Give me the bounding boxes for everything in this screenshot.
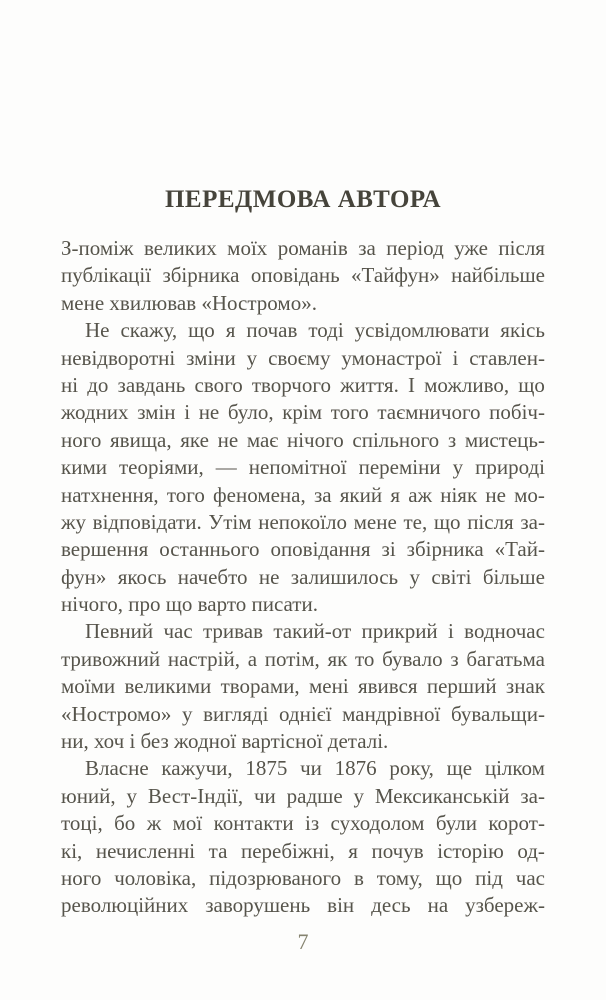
- word: вигляді: [203, 701, 269, 726]
- word: збірника: [406, 537, 484, 562]
- word: ні: [61, 372, 79, 397]
- word: кими: [61, 455, 107, 480]
- word: що: [435, 865, 463, 890]
- word: оповідання: [270, 537, 371, 562]
- word: «Тай-: [494, 537, 545, 562]
- word: свого: [194, 372, 243, 397]
- word: і: [184, 400, 191, 425]
- word: мандрівної: [342, 701, 441, 726]
- word: не: [198, 400, 220, 425]
- word: явився: [357, 674, 418, 699]
- word: якось: [117, 564, 167, 589]
- word: час: [163, 619, 193, 644]
- word: завдань: [117, 372, 186, 397]
- word: збірника: [162, 263, 240, 288]
- word: який: [339, 482, 383, 507]
- word: у: [409, 564, 420, 589]
- word: не: [217, 427, 239, 452]
- word: почав: [246, 318, 298, 343]
- word: період: [386, 236, 444, 260]
- word: почув: [371, 838, 424, 863]
- word: багатьма: [466, 646, 545, 671]
- word: ставлен-: [469, 345, 545, 370]
- word: узбереж-: [465, 893, 545, 918]
- text-line: [61, 428, 545, 455]
- word: під: [475, 865, 503, 890]
- word: бо: [114, 811, 136, 836]
- word: останнього: [159, 537, 260, 562]
- word: в: [353, 865, 364, 890]
- word: змін: [137, 400, 176, 425]
- word: великими: [124, 674, 212, 699]
- word: мо-: [514, 482, 545, 507]
- word: можливо,: [424, 372, 510, 397]
- text-line: [61, 263, 545, 290]
- word: я: [348, 838, 358, 863]
- word: теоріями,: [118, 455, 204, 480]
- word: зміни: [186, 345, 236, 370]
- word: мистець-: [464, 427, 545, 452]
- word: кажучи,: [161, 756, 233, 781]
- word: із: [305, 811, 320, 836]
- word: уже: [454, 236, 488, 260]
- word: ж: [146, 811, 162, 836]
- word: найбільше: [451, 263, 545, 288]
- word: корот-: [488, 811, 545, 836]
- word: чи: [300, 756, 322, 781]
- word: мої: [172, 811, 203, 836]
- word: якісь: [500, 318, 545, 343]
- word: фун»: [61, 564, 107, 589]
- word: у: [126, 783, 138, 808]
- word: вершення: [61, 537, 149, 562]
- word: публікації: [61, 263, 152, 288]
- word: мені: [308, 674, 349, 699]
- word: десь: [371, 893, 411, 918]
- word: а: [247, 646, 258, 671]
- text-line: ни, хоч і без жодної вартісної деталі.: [61, 729, 389, 754]
- word: побіч-: [489, 400, 545, 425]
- word: Утім: [208, 509, 252, 534]
- text-line: [61, 811, 545, 838]
- word: переміни: [358, 455, 441, 480]
- word: і: [448, 619, 454, 644]
- word: те,: [403, 509, 428, 534]
- word: залишилось: [290, 564, 399, 589]
- word: не: [485, 482, 506, 507]
- word: ного: [61, 427, 102, 452]
- word: у: [353, 783, 365, 808]
- text-line: [61, 346, 545, 373]
- word: за-: [520, 509, 545, 534]
- word: скажу,: [120, 318, 178, 343]
- word: ніяк: [440, 482, 478, 507]
- word: натхнення,: [61, 482, 159, 507]
- word: тому,: [376, 865, 423, 890]
- word: моїх: [227, 236, 268, 260]
- word: того: [330, 400, 369, 425]
- word: з: [450, 646, 459, 671]
- text-line: [61, 756, 545, 783]
- word: мене: [353, 509, 397, 534]
- text-line: [61, 674, 545, 701]
- word: кі,: [61, 838, 83, 863]
- word: не: [258, 564, 280, 589]
- text-line: [61, 893, 545, 920]
- word: після: [498, 236, 545, 260]
- word: од-: [517, 838, 545, 863]
- text-line: [61, 619, 545, 646]
- word: тоці,: [61, 811, 103, 836]
- word: були: [435, 811, 478, 836]
- word: до: [87, 372, 109, 397]
- word: знак: [505, 674, 545, 699]
- text-line: [61, 510, 545, 537]
- word: та: [208, 838, 228, 863]
- word: як: [327, 646, 348, 671]
- text-line: мене хвилював «Ностромо».: [61, 290, 317, 315]
- text-line: [61, 866, 545, 893]
- word: жу: [61, 509, 87, 534]
- text-line: [61, 318, 545, 345]
- word: я: [390, 482, 400, 507]
- word: Не: [85, 318, 110, 343]
- word: водночас: [464, 619, 545, 644]
- word: суходолом: [330, 811, 425, 836]
- word: було,: [227, 400, 274, 425]
- word: життя.: [340, 372, 399, 397]
- word: Мексиканській: [374, 783, 510, 808]
- chapter-title: ПЕРЕДМОВА АВТОРА: [164, 186, 442, 213]
- word: непомітної: [248, 455, 347, 480]
- word: року,: [389, 756, 434, 781]
- word: невідворотні: [61, 345, 176, 370]
- word: бувальщи-: [450, 701, 545, 726]
- page-number: 7: [297, 929, 309, 954]
- text-line: [61, 400, 545, 427]
- word: у: [246, 345, 258, 370]
- word: великих: [143, 236, 217, 260]
- word: З-поміж: [61, 236, 134, 260]
- word: такий-от: [273, 619, 352, 644]
- word: явища,: [110, 427, 172, 452]
- word: відповідати.: [92, 509, 202, 534]
- text-line: [61, 483, 545, 510]
- word: прикрий: [361, 619, 438, 644]
- word: заворушень: [205, 893, 311, 918]
- word: підозрюваного: [209, 865, 342, 890]
- body-text: [61, 236, 545, 921]
- word: тоді: [308, 318, 344, 343]
- word: однієї: [279, 701, 332, 726]
- word: на: [427, 893, 449, 918]
- text-line: [61, 839, 545, 866]
- word: з: [447, 427, 457, 452]
- word: історію: [437, 838, 504, 863]
- word: моїми: [61, 674, 116, 699]
- word: Вест-Індії,: [147, 783, 244, 808]
- word: творчого: [251, 372, 331, 397]
- word: 1875: [245, 756, 288, 781]
- word: у: [181, 701, 193, 726]
- word: зі: [381, 537, 396, 562]
- text-line: [61, 455, 545, 482]
- word: юний,: [61, 783, 116, 808]
- word: що: [518, 372, 545, 397]
- word: бувало: [382, 646, 443, 671]
- word: своєму: [268, 345, 331, 370]
- text-line: [61, 702, 545, 729]
- text-line: [61, 236, 545, 263]
- word: непокоїло: [258, 509, 347, 534]
- text-line: [61, 647, 545, 674]
- word: світі: [431, 564, 472, 589]
- word: романів: [277, 236, 348, 260]
- word: ще: [446, 756, 473, 781]
- word: у: [452, 455, 464, 480]
- text-line: [61, 537, 545, 564]
- word: природі: [475, 455, 545, 480]
- word: нечисленні: [95, 838, 196, 863]
- word: він: [327, 893, 355, 918]
- word: потім,: [264, 646, 320, 671]
- word: чоловіка,: [114, 865, 197, 890]
- word: —: [215, 455, 237, 480]
- word: настрій,: [167, 646, 240, 671]
- word: перебіжні,: [240, 838, 335, 863]
- word: Власне: [85, 756, 149, 781]
- word: і: [452, 345, 459, 370]
- word: за-: [520, 783, 545, 808]
- word: цілком: [484, 756, 545, 781]
- word: я: [225, 318, 236, 343]
- text-line: [61, 373, 545, 400]
- word: аж: [408, 482, 433, 507]
- word: умонастрої: [341, 345, 442, 370]
- word: має: [246, 427, 279, 452]
- word: тривожний: [61, 646, 161, 671]
- word: революційних: [61, 893, 189, 918]
- text-line: [61, 565, 545, 592]
- word: оповідань: [250, 263, 340, 288]
- word: нічого: [286, 427, 344, 452]
- word: перший: [426, 674, 497, 699]
- word: що: [433, 509, 461, 534]
- word: 1876: [334, 756, 377, 781]
- word: «Тайфун»: [351, 263, 440, 288]
- word: тривав: [202, 619, 264, 644]
- word: то: [355, 646, 375, 671]
- word: крім: [282, 400, 323, 425]
- word: за: [358, 236, 376, 260]
- word: ного: [61, 865, 102, 890]
- text-line: [61, 784, 545, 811]
- word: І: [407, 372, 415, 397]
- word: радше: [286, 783, 343, 808]
- word: контакти: [213, 811, 294, 836]
- word: за: [313, 482, 332, 507]
- word: Певний: [85, 619, 154, 644]
- word: час: [515, 865, 545, 890]
- word: того: [166, 482, 205, 507]
- word: таємничого: [377, 400, 481, 425]
- text-line: нічого, про що варто писати.: [61, 592, 318, 617]
- word: чи: [253, 783, 276, 808]
- word: творами,: [220, 674, 300, 699]
- word: що: [188, 318, 215, 343]
- word: усвідомлювати: [354, 318, 490, 343]
- word: начебто: [177, 564, 248, 589]
- word: феномена,: [213, 482, 306, 507]
- word: жодних: [61, 400, 129, 425]
- word: «Ностромо»: [61, 701, 172, 726]
- word: після: [467, 509, 514, 534]
- word: спільного: [352, 427, 440, 452]
- word: яке: [180, 427, 209, 452]
- word: більше: [482, 564, 545, 589]
